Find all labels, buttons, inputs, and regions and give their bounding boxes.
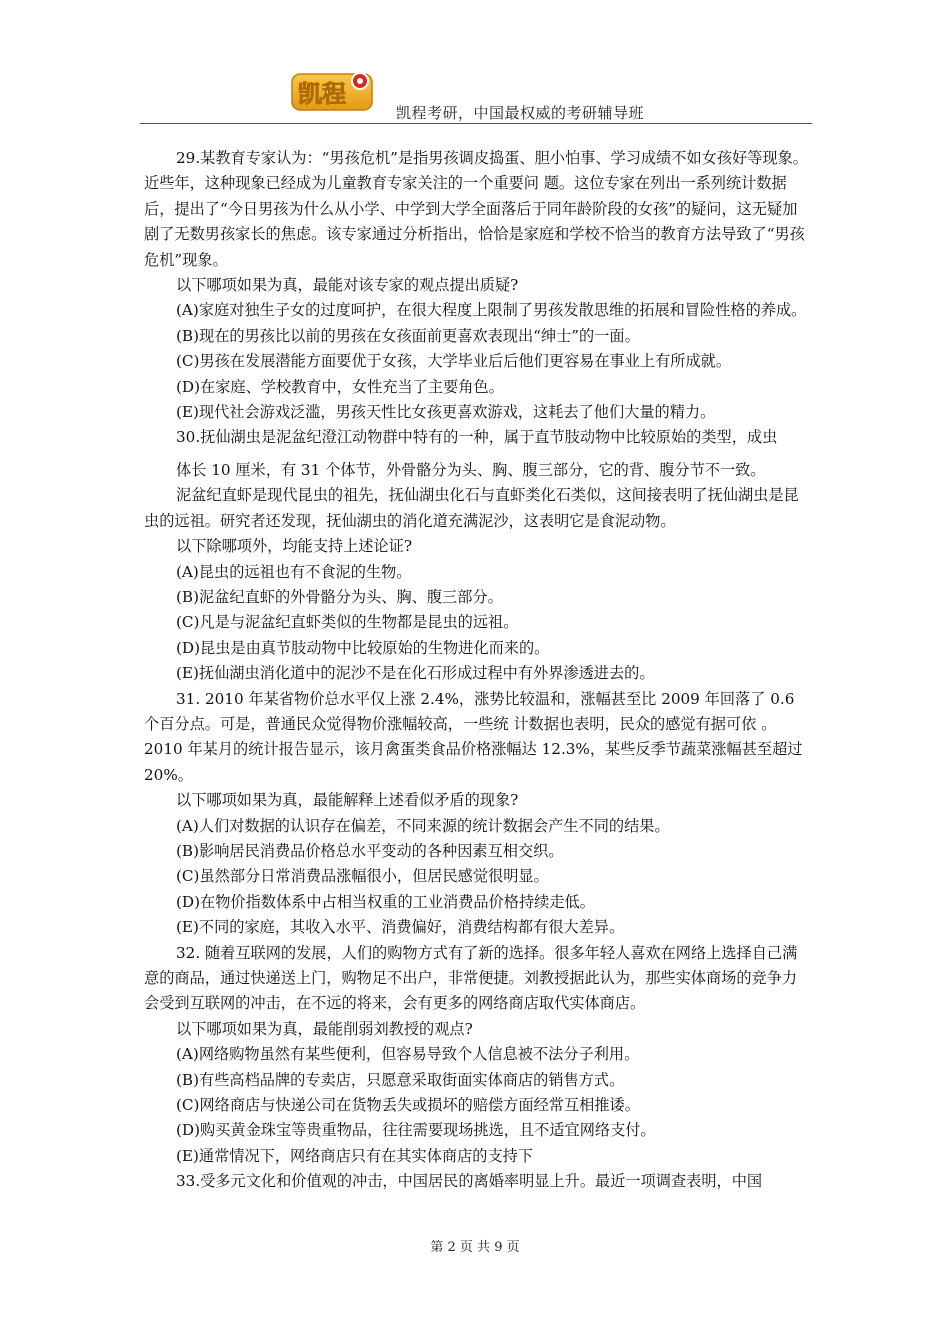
question-29-stem: 29.某教育专家认为：“男孩危机”是指男孩调皮捣蛋、胆小怕事、学习成绩不如女孩好等现象。近些年，这种现象已经成为儿童教育专家关注的一个重要问 题。这位专家在列出一系列统计数据后，提出了“今日男孩为什么从小学、中学到大学全面落后于同年龄阶段的女孩”的疑问，这无疑加剧了无数男孩家长的焦虑。该专家通过分析指出，恰恰是家庭和学校不恰当的教育方法导致了“男孩危机”现象。 (144, 149, 808, 269)
question-30-option-a: (A)昆虫的远祖也有不食泥的生物。 (176, 562, 412, 581)
question-29-option-a: (A)家庭对独生子女的过度呵护，在很大程度上限制了男孩发散思维的拓展和冒险性格的养成。 (176, 301, 807, 320)
question-31-option-d: (D)在物价指数体系中占相当权重的工业消费品价格持续走低。 (176, 892, 595, 911)
question-29-prompt: 以下哪项如果为真，最能对该专家的观点提出质疑? (176, 276, 519, 295)
question-29-option-b: (B)现在的男孩比以前的男孩在女孩面前更喜欢表现出“绅士”的一面。 (176, 326, 640, 345)
question-32-option-d: (D)购买黄金珠宝等贵重物品，往往需要现场挑选，且不适宜网络支付。 (176, 1121, 656, 1140)
question-30-option-d: (D)昆虫是由真节肢动物中比较原始的生物进化而来的。 (176, 638, 550, 657)
question-29-option-e: (E)现代社会游戏泛滥，男孩天性比女孩更喜欢游戏，这耗去了他们大量的精力。 (176, 403, 716, 422)
header-slogan: 凯程考研，中国最权威的考研辅导班 (396, 104, 645, 122)
page-header (140, 68, 812, 124)
question-32-prompt: 以下哪项如果为真，最能削弱刘教授的观点? (176, 1019, 473, 1038)
question-30-stem-line1: 30.抚仙湖虫是泥盆纪澄江动物群中特有的一种，属于直节肢动物中比较原始的类型，成虫 (176, 428, 778, 447)
question-32-stem: 32. 随着互联网的发展，人们的购物方式有了新的选择。很多年轻人喜欢在网络上选择自己满意的商品，通过快递送上门，购物足不出户，非常便捷。刘教授据此认为，那些实体商场的竞争力会受到互联网的冲击，在不远的将来，会有更多的网络商店取代实体商店。 (144, 943, 798, 1013)
brand-logo (290, 68, 378, 114)
question-31-option-b: (B)影响居民消费品价格总水平变动的各种因素互相交织。 (176, 841, 564, 860)
page-number: 第 2 页 共 9 页 (430, 1240, 520, 1255)
exam-content (144, 146, 812, 1195)
question-31-option-e: (E)不同的家庭，其收入水平、消费偏好，消费结构都有很大差异。 (176, 918, 625, 937)
question-30-stem-line3: 泥盆纪直虾是现代昆虫的祖先，抚仙湖虫化石与直虾类化石类似，这间接表明了抚仙湖虫是昆虫的远祖。研究者还发现，抚仙湖虫的消化道充满泥沙，这表明它是食泥动物。 (144, 486, 799, 530)
question-32-option-a: (A)网络购物虽然有某些便利，但容易导致个人信息被不法分子利用。 (176, 1045, 640, 1064)
question-30-option-b: (B)泥盆纪直虾的外骨骼分为头、胸、腹三部分。 (176, 587, 503, 606)
question-31-option-c: (C)虽然部分日常消费品涨幅很小，但居民感觉很明显。 (176, 867, 549, 886)
question-31-stem: 31. 2010 年某省物价总水平仅上涨 2.4%，涨势比较温和，涨幅甚至比 2009 年回落了 0.6 个百分点。可是，普通民众觉得物价涨幅较高，一些统 计数据也表明，民众的感觉有据可依 。2010 年某月的统计报告显示，该月禽蛋类食品价格涨幅达 12.3%，某些反季节蔬菜涨幅甚至超过 20%。 (144, 689, 803, 784)
question-30-option-e: (E)抚仙湖虫消化道中的泥沙不是在化石形成过程中有外界渗透进去的。 (176, 664, 655, 683)
question-32-option-b: (B)有些高档品牌的专卖店，只愿意采取街面实体商店的销售方式。 (176, 1070, 625, 1089)
question-33-stem: 33.受多元文化和价值观的冲击，中国居民的离婚率明显上升。最近一项调查表明，中国 (176, 1172, 763, 1191)
question-29-option-d: (D)在家庭、学校教育中，女性充当了主要角色。 (176, 377, 504, 396)
header-divider (140, 123, 812, 124)
question-30-option-c: (C)凡是与泥盆纪直虾类似的生物都是昆虫的远祖。 (176, 613, 519, 632)
question-31-option-a: (A)人们对数据的认识存在偏差，不同来源的统计数据会产生不同的结果。 (176, 816, 670, 835)
question-32-option-e: (E)通常情况下，网络商店只有在其实体商店的支持下 (176, 1146, 534, 1165)
svg-text:凯程: 凯程 (298, 80, 346, 108)
question-29-option-c: (C)男孩在发展潜能方面要优于女孩，大学毕业后后他们更容易在事业上有所成就。 (176, 352, 732, 371)
question-31-prompt: 以下哪项如果为真，最能解释上述看似矛盾的现象? (176, 791, 519, 810)
question-30-prompt: 以下除哪项外，均能支持上述论证? (176, 537, 412, 556)
question-30-stem-line2: 体长 10 厘米，有 31 个体节，外骨骼分为头、胸、腹三部分，它的背、腹分节不一致。 (176, 460, 766, 479)
question-32-option-c: (C)网络商店与快递公司在货物丢失或损坏的赔偿方面经常互相推诿。 (176, 1096, 640, 1115)
